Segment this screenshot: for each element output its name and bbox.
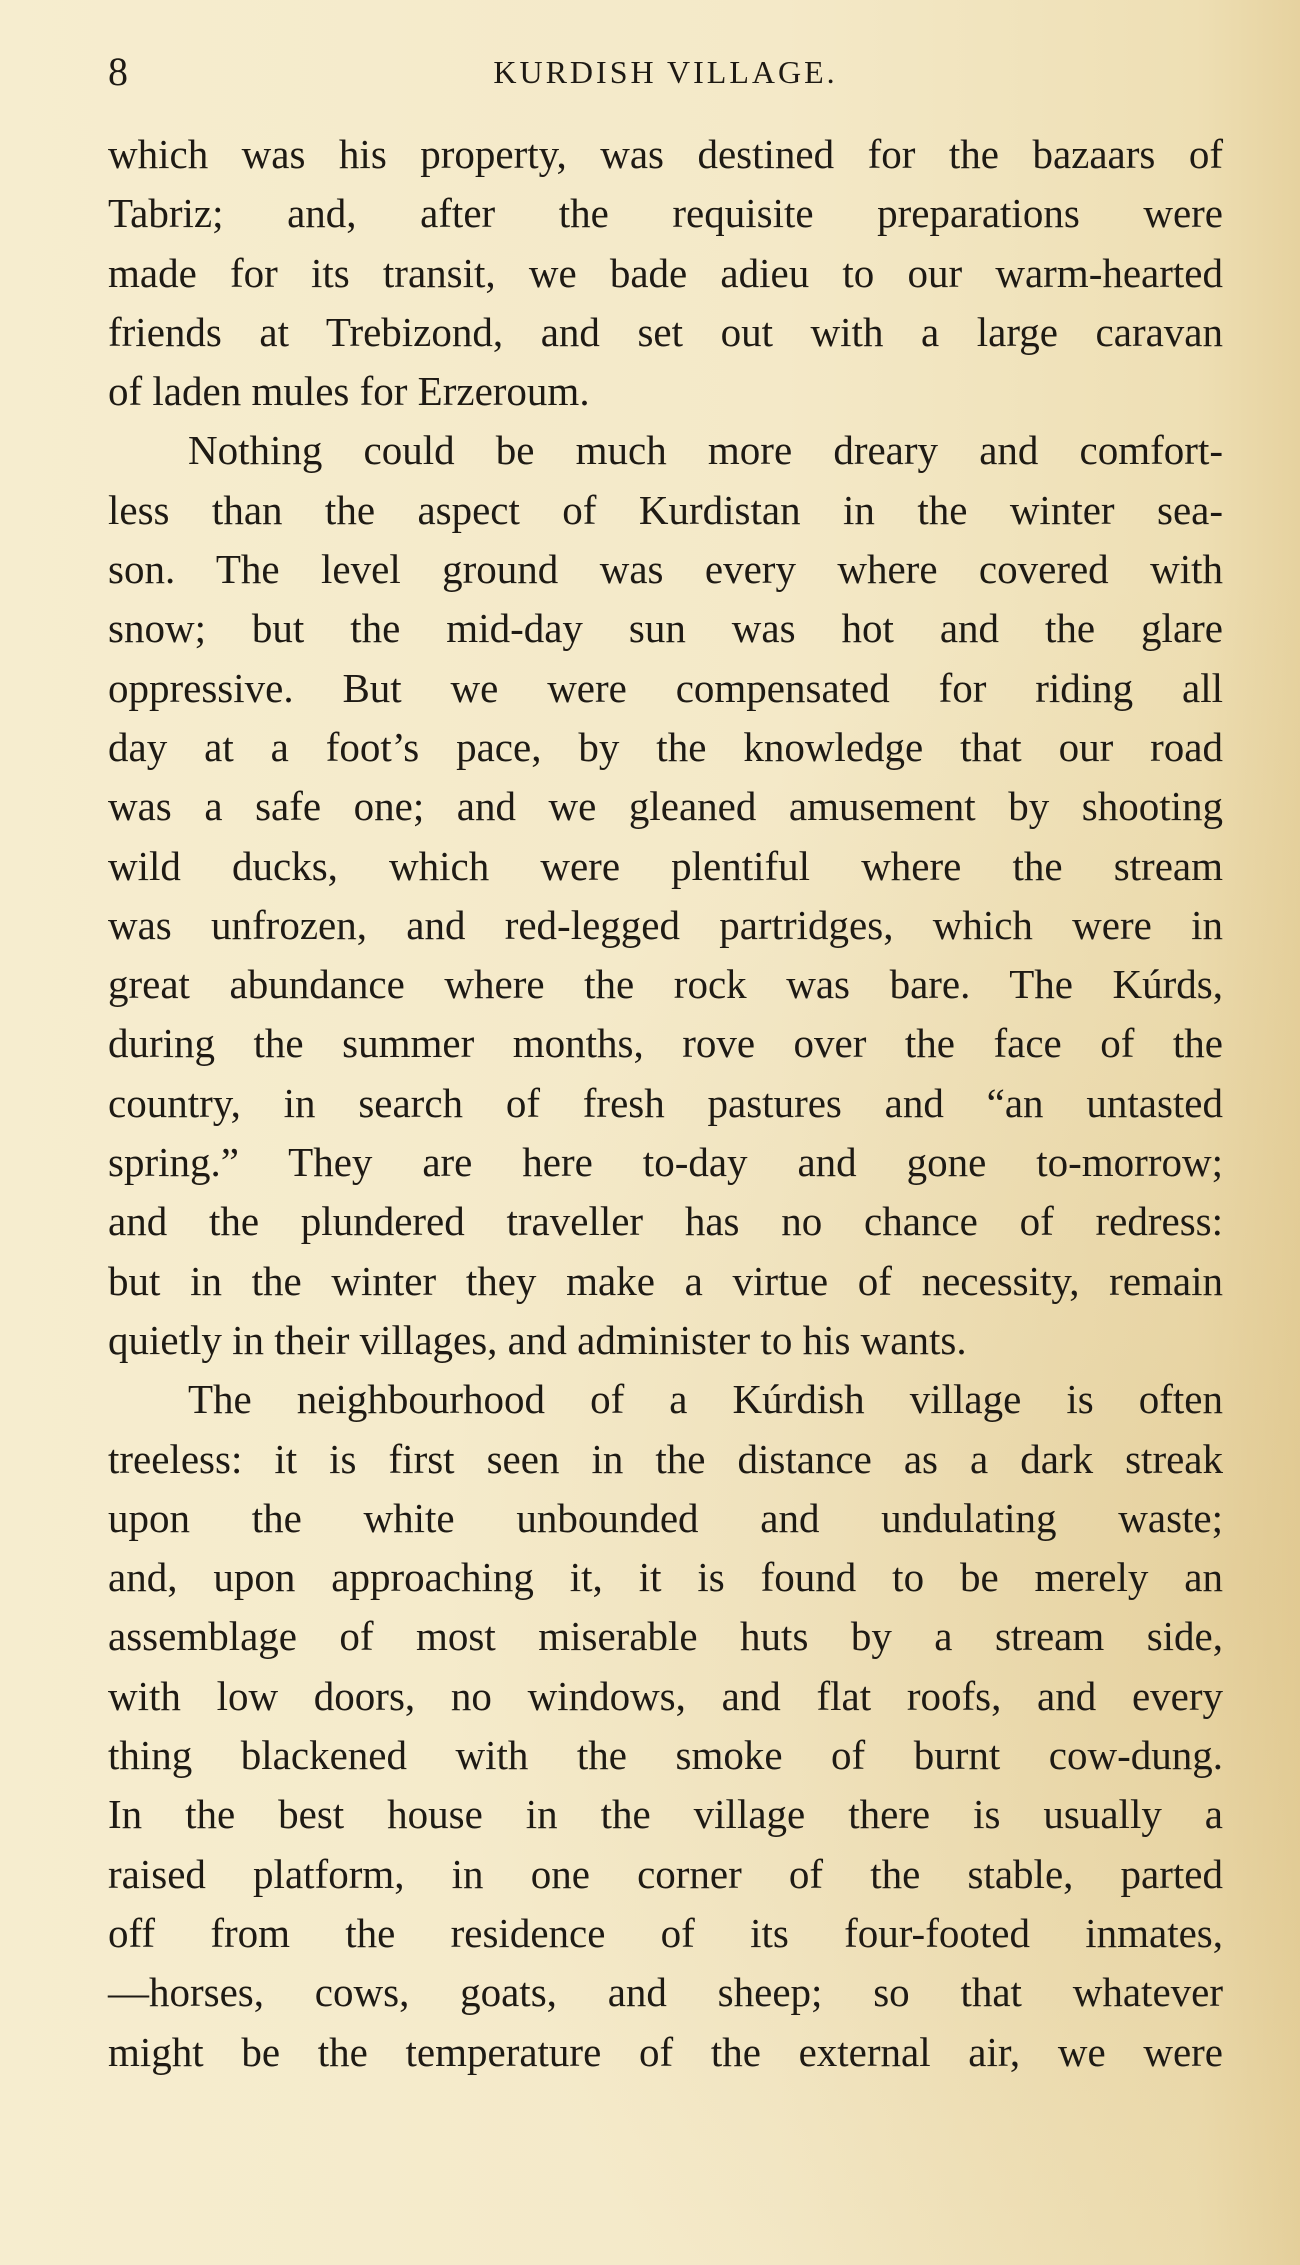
text-line: which was his property, was destined for the bazaars of [108,131,1223,177]
text-line: day at a foot’s pace, by the knowledge that our road [108,723,1223,770]
text-line: but in the winter they make a virtue of necessity, remain [108,1257,1223,1304]
text-line: made for its transit, we bade adieu to our warm-hearted [108,249,1223,296]
text-line: Tabriz; and, after the requisite preparations were [108,190,1223,237]
page-number: 8 [108,49,128,94]
text-line: of laden mules for Erzeroum. [108,368,590,415]
text-line: quietly in their villages, and administer to his wants. [108,1316,967,1363]
text-line: assemblage of most miserable huts by a stream side, [108,1613,1223,1660]
running-head [108,42,1223,102]
body-text [108,125,1223,2082]
text-line: wild ducks, which were plentiful where the stream [108,842,1223,889]
text-line: snow; but the mid-day sun was hot and the glare [108,605,1223,652]
text-line: great abundance where the rock was bare. The Kúrds, [108,961,1223,1008]
text-line: upon the white unbounded and undulating waste; [108,1494,1223,1541]
text-line: friends at Trebizond, and set out with a large caravan [108,308,1223,355]
text-line: In the best house in the village there is usually a [108,1791,1223,1838]
text-line: raised platform, in one corner of the stable, parted [108,1850,1223,1897]
text-line: with low doors, no windows, and flat roofs, and every [108,1672,1223,1719]
text-line: was a safe one; and we gleaned amusement by shooting [108,783,1223,830]
text-line: was unfrozen, and red-legged partridges, which were in [108,901,1223,948]
text-line: oppressive. But we were compensated for riding all [108,664,1223,711]
text-line: less than the aspect of Kurdistan in the winter sea- [108,486,1223,533]
text-line: thing blackened with the smoke of burnt cow-dung. [108,1732,1223,1779]
text-line: during the summer months, rove over the face of the [108,1020,1223,1067]
text-line: —horses, cows, goats, and sheep; so that whatever [108,1969,1223,2016]
text-line: treeless: it is first seen in the distance as a dark streak [108,1435,1223,1482]
text-line: might be the temperature of the external air, we were [108,2028,1223,2075]
running-title: KURDISH VILLAGE. [493,54,838,90]
text-line: country, in search of fresh pastures and “an untasted [108,1079,1223,1126]
text-line: son. The level ground was every where covered with [108,546,1223,593]
paragraph-start-line: The neighbourhood of a Kúrdish village is often [188,1376,1223,1423]
text-line: and, upon approaching it, it is found to be merely an [108,1554,1223,1601]
text-line: and the plundered traveller has no chance of redress: [108,1198,1223,1245]
text-line: off from the residence of its four-footed inmates, [108,1909,1223,1956]
text-line: spring.” They are here to-day and gone to-morrow; [108,1139,1223,1186]
paragraph-start-line: Nothing could be much more dreary and comfort- [188,427,1223,474]
